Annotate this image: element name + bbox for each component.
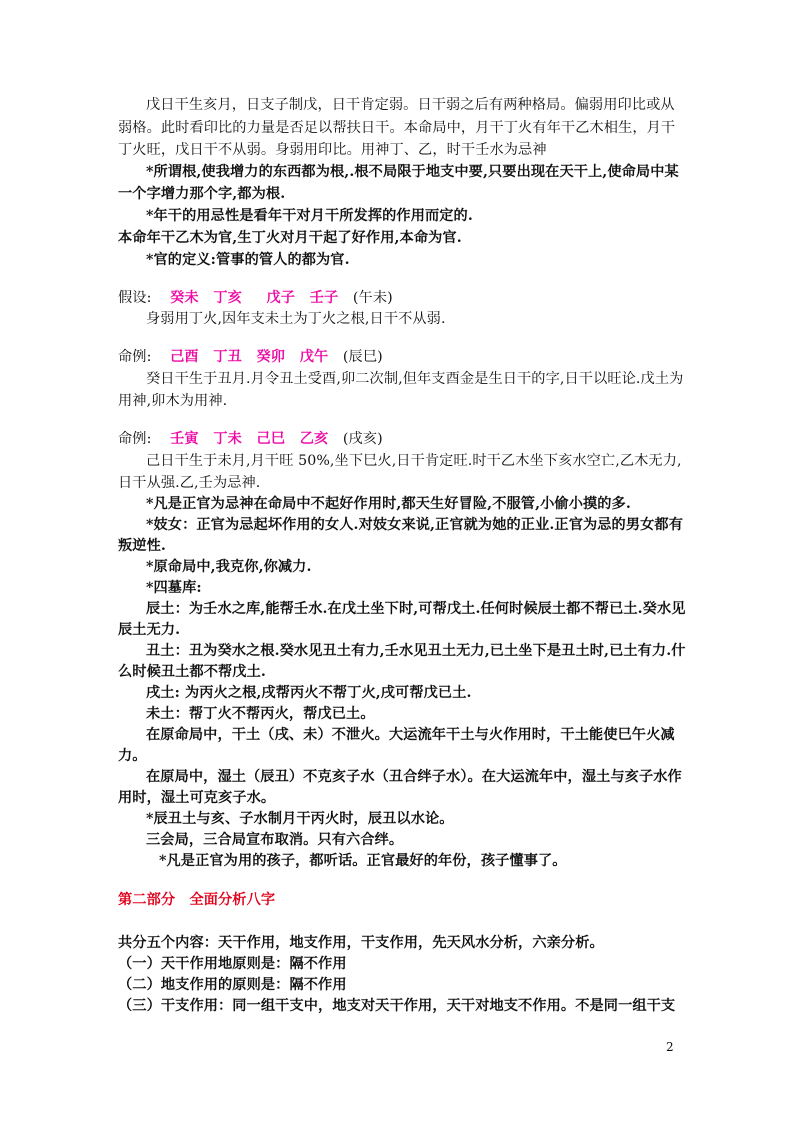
case1-line2: 用神,卯木为用神. bbox=[118, 393, 228, 409]
page-number: 2 bbox=[666, 1040, 674, 1054]
case1-kongwang: (辰巳) bbox=[342, 349, 383, 365]
note-yuanming: *原命局中,我克你,你减力. bbox=[146, 559, 312, 575]
para1-line3: 丁火旺，戊日干不从弱。身弱用印比。用神丁、乙，时干壬水为忌神 bbox=[118, 142, 547, 158]
hypo-pillar-year: 癸未 bbox=[170, 290, 199, 306]
hypo-text: 身弱用丁火,因年支未土为丁火之根,日干不从弱. bbox=[146, 311, 446, 327]
note-year: *年干的用忌性是看年干对月干所发挥的作用而定的. bbox=[146, 208, 473, 224]
case2-pillar-hour: 乙亥 bbox=[299, 431, 329, 447]
case2-label: 命例: bbox=[118, 431, 152, 447]
note-simuku: *四墓库: bbox=[146, 580, 202, 596]
case1-pillar-year: 己酉 bbox=[170, 349, 199, 365]
note-root-line2: 一个字增力那个字,都为根. bbox=[118, 186, 286, 202]
note-shitu-line2: 用时，湿土可克亥子水。 bbox=[118, 790, 276, 806]
part2-item1: （一）天干作用地原则是：隔不作用 bbox=[118, 956, 347, 972]
note-chenchou: *辰丑土与亥、子水制月干丙火时，辰丑以水论。 bbox=[146, 811, 454, 827]
case2-pillar-month: 丁未 bbox=[213, 431, 242, 447]
part2-intro: 共分五个内容：天干作用，地支作用，干支作用，先天风水分析，六亲分析。 bbox=[118, 935, 604, 951]
hypo-line bbox=[118, 287, 393, 309]
case1-pillar-month: 丁丑 bbox=[213, 349, 242, 365]
part2-item3: （三）干支作用：同一组干支中，地支对天干作用，天干对地支不作用。不是同一组干支 bbox=[118, 998, 676, 1014]
note-chen-line2: 辰土无力. bbox=[118, 622, 181, 638]
hypo-kongwang: (午未) bbox=[352, 290, 393, 306]
case2-pillar-day: 己巳 bbox=[256, 431, 286, 447]
note-jinv-line1: *妓女：正官为忌起坏作用的女人.对妓女来说,正官就为她的正业.正官为忌的男女都有 bbox=[146, 517, 683, 533]
note-xu: 戌土: 为丙火之根,戌帮丙火不帮丁火,戌可帮戊已土. bbox=[146, 685, 472, 701]
hypo-pillar-month: 丁亥 bbox=[213, 290, 242, 306]
case2-kongwang: (戌亥) bbox=[342, 431, 383, 447]
note-guan: *官的定义:管事的管人的都为官. bbox=[146, 252, 350, 268]
case1-label: 命例: bbox=[118, 349, 152, 365]
note-chou-line2: 么时候丑土都不帮戊土. bbox=[118, 664, 266, 680]
note-sanhui: 三会局，三合局宣布取消。只有六合绊。 bbox=[146, 832, 404, 848]
section-title: 第二部分 全面分析八字 bbox=[118, 892, 276, 908]
note-wei: 未土：帮丁火不帮丙火，帮戊已土。 bbox=[146, 706, 375, 722]
case2-pillar-year: 壬寅 bbox=[170, 431, 199, 447]
part2-item2: （二）地支作用的原则是：隔不作用 bbox=[118, 977, 347, 993]
note-chou-line1: 丑土：丑为癸水之根.癸水见丑土有力,壬水见丑土无力,已土坐下是丑土时,已土有力.什 bbox=[146, 643, 686, 659]
hypo-pillar-day: 戊子 bbox=[266, 290, 296, 306]
note-yuanju-line1: 在原命局中，干土（戌、未）不泄火。大运流年干土与火作用时，干土能使巳午火减 bbox=[146, 727, 675, 743]
note-benming: 本命年干乙木为官,生丁火对月干起了好作用,本命为官. bbox=[118, 230, 462, 246]
note-zhengguan: *凡是正官为忌神在命局中不起好作用时,都天生好冒险,不服管,小偷小摸的多. bbox=[146, 496, 631, 512]
case2-line1: 己日干生于未月,月干旺 50%,坐下巳火,日干肯定旺.时干乙木坐下亥水空亡,乙木无力, bbox=[146, 453, 682, 469]
para1-line1: 戊日干生亥月，日支子制戊，日干肯定弱。日干弱之后有两种格局。偏弱用印比或从 bbox=[146, 97, 675, 113]
note-chen-line1: 辰土：为壬水之库,能帮壬水.在戊土坐下时,可帮戊土.任何时候辰土都不帮已土.癸水见 bbox=[146, 601, 686, 617]
case2-line2: 日干从强.乙,壬为忌神. bbox=[118, 475, 261, 491]
hypo-label: 假设: bbox=[118, 290, 152, 306]
hypo-pillar-hour: 壬子 bbox=[309, 290, 339, 306]
note-jinv-line2: 叛逆性. bbox=[118, 538, 166, 554]
note-haizi: *凡是正官为用的孩子，都听话。正官最好的年份，孩子懂事了。 bbox=[159, 853, 567, 869]
case1-pillar-hour: 戊午 bbox=[299, 349, 329, 365]
para1-line2: 弱格。此时看印比的力量是否足以帮扶日干。本命局中，月干丁火有年干乙木相生，月干 bbox=[118, 120, 676, 136]
note-shitu-line1: 在原局中，湿土（辰丑）不克亥子水（丑合绊子水）。在大运流年中，湿土与亥子水作 bbox=[146, 769, 682, 785]
note-root-line1: *所谓根,使我增力的东西都为根,.根不局限于地支中要,只要出现在天干上,使命局中某 bbox=[146, 164, 679, 180]
case2-line bbox=[118, 428, 383, 450]
case1-pillar-day: 癸卯 bbox=[256, 349, 286, 365]
note-yuanju-line2: 力。 bbox=[118, 748, 147, 764]
case1-line1: 癸日干生于丑月.月令丑土受酉,卯二次制,但年支酉金是生日干的字,日干以旺论.戊土为 bbox=[146, 371, 684, 387]
case1-line bbox=[118, 346, 383, 368]
